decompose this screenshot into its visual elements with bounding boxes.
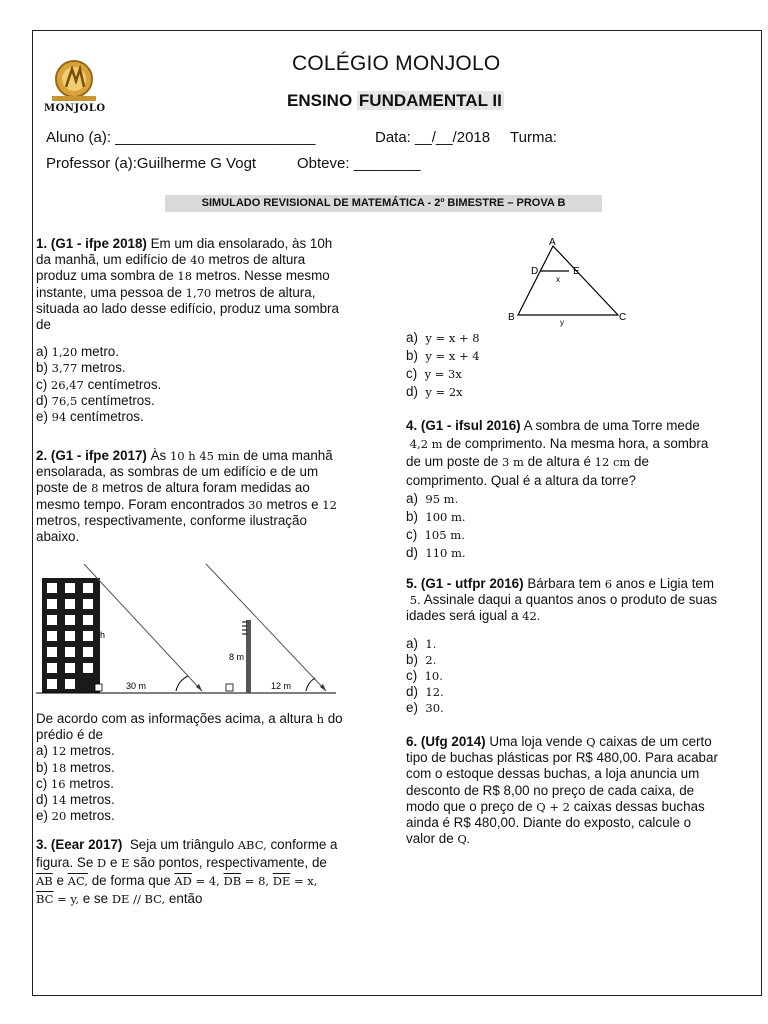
level-highlight: FUNDAMENTAL II — [358, 91, 502, 110]
q-text: instante, uma pessoa de — [36, 284, 186, 300]
question-3-options — [406, 329, 606, 401]
question-number: 5. (G1 - utfpr 2016) — [406, 576, 524, 591]
q-text: prédio é de — [36, 727, 104, 743]
option-c[interactable]: c) 105 m. — [406, 527, 465, 543]
question-number: 1. (G1 - ifpe 2018) — [36, 236, 147, 251]
vertex-b: B — [508, 312, 515, 323]
shadow-2-label: 12 m — [271, 681, 292, 691]
question-6: 6. (Ufg 2014) Uma loja vende Q caixas de um certo tipo de buchas plásticas por R$ 480,00. Para acabar com o estoque dessas buchas, a loja anuncia um desconto de R$ 8,00 no preço de cada caixa, de modo que o preço de Q + 2 caixas dessas buchas ainda é R$ 480,00. Diante do exposto, calcule o valor de Q. — [406, 734, 718, 847]
option-d[interactable]: d) 76,5 centímetros. — [36, 392, 155, 408]
question-number: 2. (G1 - ifpe 2017) — [36, 448, 147, 463]
math-value: 1,70 — [185, 285, 212, 300]
option-e[interactable]: e) 30. — [406, 700, 444, 716]
pole-label: 8 m — [229, 652, 245, 662]
q-text: situada ao lado desse edifício, produz uma sombra — [36, 300, 339, 316]
height-label: h — [100, 630, 106, 640]
student-field[interactable]: Aluno (a): ________________________ — [46, 129, 316, 146]
school-logo — [44, 55, 106, 119]
q-text: Às — [150, 448, 170, 463]
math-value: h — [316, 712, 325, 726]
question-number: 4. (G1 - ifsul 2016) — [406, 418, 521, 433]
option-b[interactable]: b) 18 metros. — [36, 759, 115, 775]
option-d[interactable]: d) 110 m. — [406, 545, 466, 561]
q-text: metros, respectivamente, conforme ilustração — [36, 512, 307, 528]
date-field[interactable]: Data: __/__/2018 — [375, 129, 491, 146]
q-text: da manhã, um edifício de — [36, 252, 191, 268]
segment-y: y — [560, 318, 564, 327]
q-text: abaixo. — [36, 529, 80, 545]
shadow-1-label: 30 m — [126, 681, 147, 691]
option-a[interactable]: a) 95 m. — [406, 490, 459, 506]
triangle-figure — [505, 234, 635, 330]
q-text: metros e — [262, 496, 323, 512]
math-value: 8 — [91, 481, 99, 496]
score-field[interactable]: Obteve: ________ — [297, 155, 421, 172]
vertex-c: C — [619, 312, 627, 323]
option-e[interactable]: e) 94 centímetros. — [36, 409, 144, 425]
level-prefix: ENSINO — [287, 91, 357, 110]
question-4: 4. (G1 - ifsul 2016) A sombra de uma Torre mede 4,2 m de comprimento. Na mesma hora, a sombra de um poste de 3 m de altura é 12 cm de comprimento. Qual é a altura da torre? a) 95 m. b) 100 m. c) 105 m. d) 110 m. — [406, 417, 732, 563]
q-text: de uma manhã — [239, 448, 333, 463]
q-text: De acordo com as informações acima, a altura — [36, 711, 317, 726]
question-2 — [36, 448, 361, 545]
option-c[interactable]: c) y = 3x — [406, 366, 462, 381]
vertex-d: D — [531, 266, 539, 277]
option-b[interactable]: b) 100 m. — [406, 509, 466, 525]
option-a[interactable]: a) y = x + 8 — [406, 330, 480, 345]
option-a[interactable]: a) 12 metros. — [36, 743, 115, 759]
q-text: metros. Nesse mesmo — [192, 268, 330, 284]
option-b[interactable]: b) y = x + 4 — [406, 348, 480, 363]
building-shadow-figure — [36, 560, 336, 698]
option-e[interactable]: e) 20 metros. — [36, 808, 115, 824]
q-text: metros de altura, — [211, 284, 316, 300]
math-value: 12 — [322, 497, 337, 512]
q-text: ensolarada, as sombras de um edifício e de um — [36, 464, 319, 480]
question-number: 6. (Ufg 2014) — [406, 734, 486, 749]
q-text: produz uma sombra de — [36, 268, 178, 284]
math-value: 18 — [177, 269, 193, 284]
vertex-e: E — [573, 266, 580, 277]
option-c[interactable]: c) 10. — [406, 668, 443, 684]
question-5: 5. (G1 - utfpr 2016) Bárbara tem 6 anos e Ligia tem 5. Assinale daqui a quantos anos o produto de suas idades será igual a 42. a) 1. b) 2. c) 10. d) 12. e) 30. — [406, 576, 732, 717]
option-b[interactable]: b) 2. — [406, 651, 437, 667]
school-level — [287, 91, 504, 111]
q-text: mesmo tempo. Foram encontrados — [36, 496, 249, 512]
q-text: metros de altura foram medidas ao — [98, 480, 310, 496]
question-2-options — [36, 711, 361, 824]
teacher-label: Professor (a):Guilherme G Vogt — [46, 155, 257, 172]
math-value: 30 — [248, 497, 263, 512]
q-text: do — [324, 711, 343, 726]
option-c[interactable]: c) 26,47 centímetros. — [36, 376, 162, 392]
option-d[interactable]: d) 14 metros. — [36, 792, 115, 808]
exam-banner: SIMULADO REVISIONAL DE MATEMÁTICA - 2º BIMESTRE – PROVA B — [165, 195, 602, 212]
option-d[interactable]: d) 12. — [406, 684, 444, 700]
option-a[interactable]: a) 1. — [406, 635, 437, 651]
q-text: metros de altura — [204, 252, 306, 268]
question-1 — [36, 236, 361, 425]
q-text: de — [36, 317, 51, 333]
q-text: Em um dia ensolarado, às 10h — [150, 236, 333, 251]
class-field[interactable]: Turma: — [510, 129, 557, 146]
option-c[interactable]: c) 16 metros. — [36, 775, 114, 791]
math-value: 40 — [190, 253, 205, 268]
math-value: 10 h 45 min — [169, 449, 240, 463]
question-3: 3. (Eear 2017) Seja um triângulo ABC, conforme a figura. Se D e E são pontos, respectivamente, de $\overline{AB}$ e AC, de forma que $\overline{AD} = 4$, $\overline{DB} = 8$, $\overline{DE} = x$, $\overline{BC} = y$, e se DE // BC, então — [36, 837, 338, 906]
option-a[interactable]: a) 1,20 metro. — [36, 344, 119, 360]
segment-x: x — [556, 275, 560, 284]
question-number: 3. (Eear 2017) — [36, 837, 123, 852]
school-name: COLÉGIO MONJOLO — [292, 52, 501, 75]
q-text: poste de — [36, 480, 92, 496]
vertex-a: A — [549, 237, 556, 248]
logo-text: MONJOLO — [44, 103, 106, 114]
option-b[interactable]: b) 3,77 metros. — [36, 360, 126, 376]
option-d[interactable]: d) y = 2x — [406, 384, 463, 399]
